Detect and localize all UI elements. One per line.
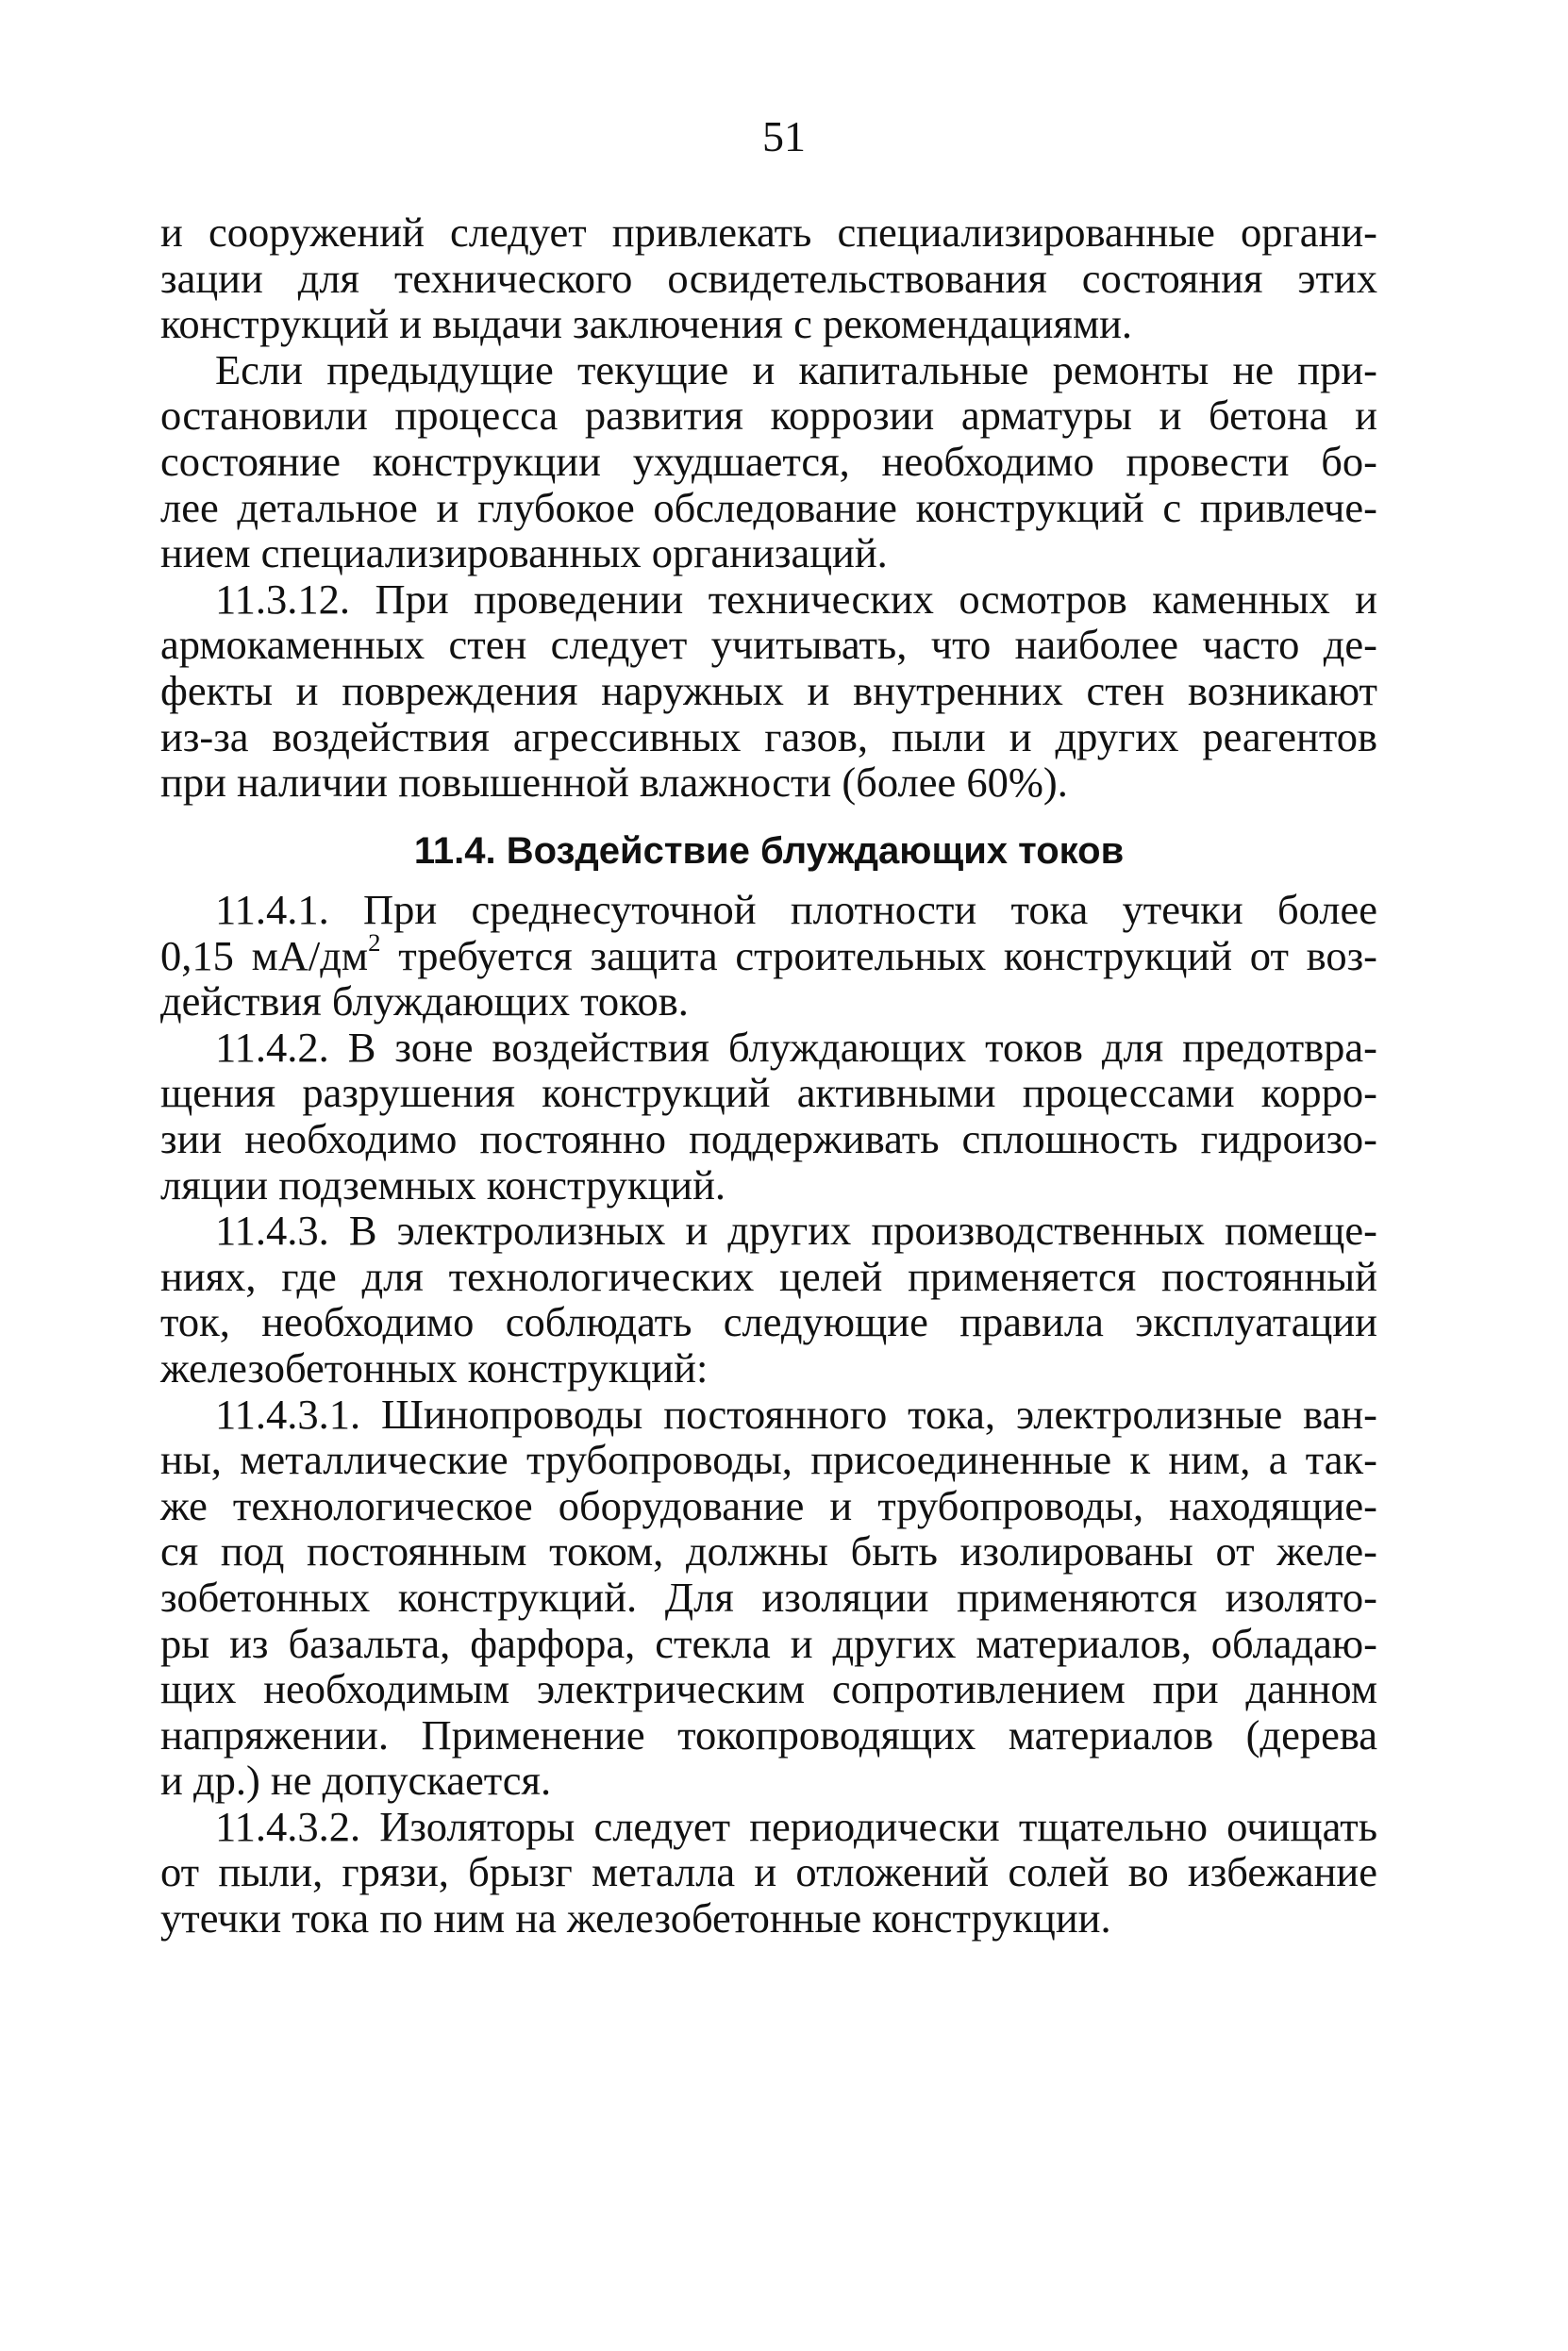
text-line: фекты и повреждения наружных и внутренних стен возникают (160, 666, 1377, 714)
text-block-after-heading (160, 887, 1377, 1942)
text-line: железобетонных конструкций: (160, 1343, 709, 1392)
paragraph (160, 887, 1377, 1025)
unit-text: 0,15 мА/дм (160, 931, 369, 979)
text-line: 11.4.2. В зоне воздействия блуждающих токов для предотвра- (215, 1023, 1377, 1071)
text-line: зации для технического освидетельствования состояния этих (160, 254, 1377, 302)
text-line: конструкций и выдачи заключения с рекомендациями. (160, 300, 1133, 348)
text-line: от пыли, грязи, брызг металла и отложений солей во избежание (160, 1848, 1377, 1896)
text-line: утечки тока по ним на железобетонные конструкции. (160, 1894, 1111, 1942)
text-line: зии необходимо постоянно поддерживать сплошность гидроизо- (160, 1114, 1377, 1162)
text-line: 11.4.3. В электролизных и других производственных помеще- (215, 1207, 1377, 1255)
paragraph (160, 1804, 1377, 1942)
text-line-with-unit (160, 927, 1378, 979)
paragraph (160, 1025, 1377, 1208)
paragraph (160, 576, 1377, 806)
text-line: армокаменных стен следует учитывать, что наиболее часто де- (160, 621, 1377, 669)
section-heading: 11.4. Воздействие блуждающих токов (413, 830, 1125, 872)
text-line: из-за воздействия агрессивных газов, пыли и других реагентов (160, 712, 1377, 760)
text-line: ся под постоянным током, должны быть изолированы от желе- (160, 1527, 1377, 1576)
page-number: 51 (762, 112, 806, 160)
text-line: действия блуждающих токов. (160, 977, 689, 1025)
text-line: зобетонных конструкций. Для изоляции применяются изолято- (160, 1573, 1377, 1621)
text-line: при наличии повышенной влажности (более 60%). (160, 759, 1068, 807)
text-line: лее детальное и глубокое обследование конструкций с привлече- (160, 483, 1377, 531)
text-line: 11.3.12. При проведении технических осмотров каменных и (215, 575, 1377, 623)
text-line: 11.4.1. При среднесуточной плотности тока утечки более (215, 886, 1377, 933)
text-line: ляции подземных конструкций. (160, 1160, 726, 1209)
text-block-before-heading (160, 209, 1377, 806)
paragraph (160, 1208, 1377, 1391)
text-line: щих необходимым электрическим сопротивлением при данном (160, 1665, 1377, 1713)
text-line: и др.) не допускается. (160, 1757, 552, 1805)
text-line: ток, необходимо соблюдать следующие правила эксплуатации (160, 1298, 1377, 1346)
paragraph (160, 209, 1377, 347)
text-line: 11.4.3.2. Изоляторы следует периодически тщательно очищать (215, 1802, 1377, 1850)
text-line: ры из базальта, фарфора, стекла и других материалов, обладаю- (160, 1619, 1377, 1667)
text-line-rest: требуется защита строительных конструкций от воз- (398, 931, 1378, 979)
text-line: нием специализированных организаций. (160, 529, 888, 577)
text-line: состояние конструкции ухудшается, необходимо провести бо- (160, 437, 1377, 485)
text-line: ниях, где для технологических целей применяется постоянный (160, 1252, 1377, 1300)
unit-superscript: 2 (368, 927, 381, 957)
text-line: 11.4.3.1. Шинопроводы постоянного тока, электролизные ван- (215, 1390, 1377, 1438)
text-line: Если предыдущие текущие и капитальные ремонты не при- (215, 345, 1377, 393)
text-line: же технологическое оборудование и трубопроводы, находящие- (160, 1481, 1377, 1529)
paragraph (160, 347, 1377, 576)
text-line: остановили процесса развития коррозии арматуры и бетона и (160, 392, 1377, 440)
text-line: и сооружений следует привлекать специализированные органи- (160, 208, 1377, 256)
paragraph (160, 1392, 1377, 1804)
text-line: щения разрушения конструкций активными процессами корро- (160, 1069, 1377, 1117)
text-line: напряжении. Применение токопроводящих материалов (дерева (160, 1710, 1377, 1759)
text-line: ны, металлические трубопроводы, присоединенные к ним, а так- (160, 1436, 1377, 1484)
